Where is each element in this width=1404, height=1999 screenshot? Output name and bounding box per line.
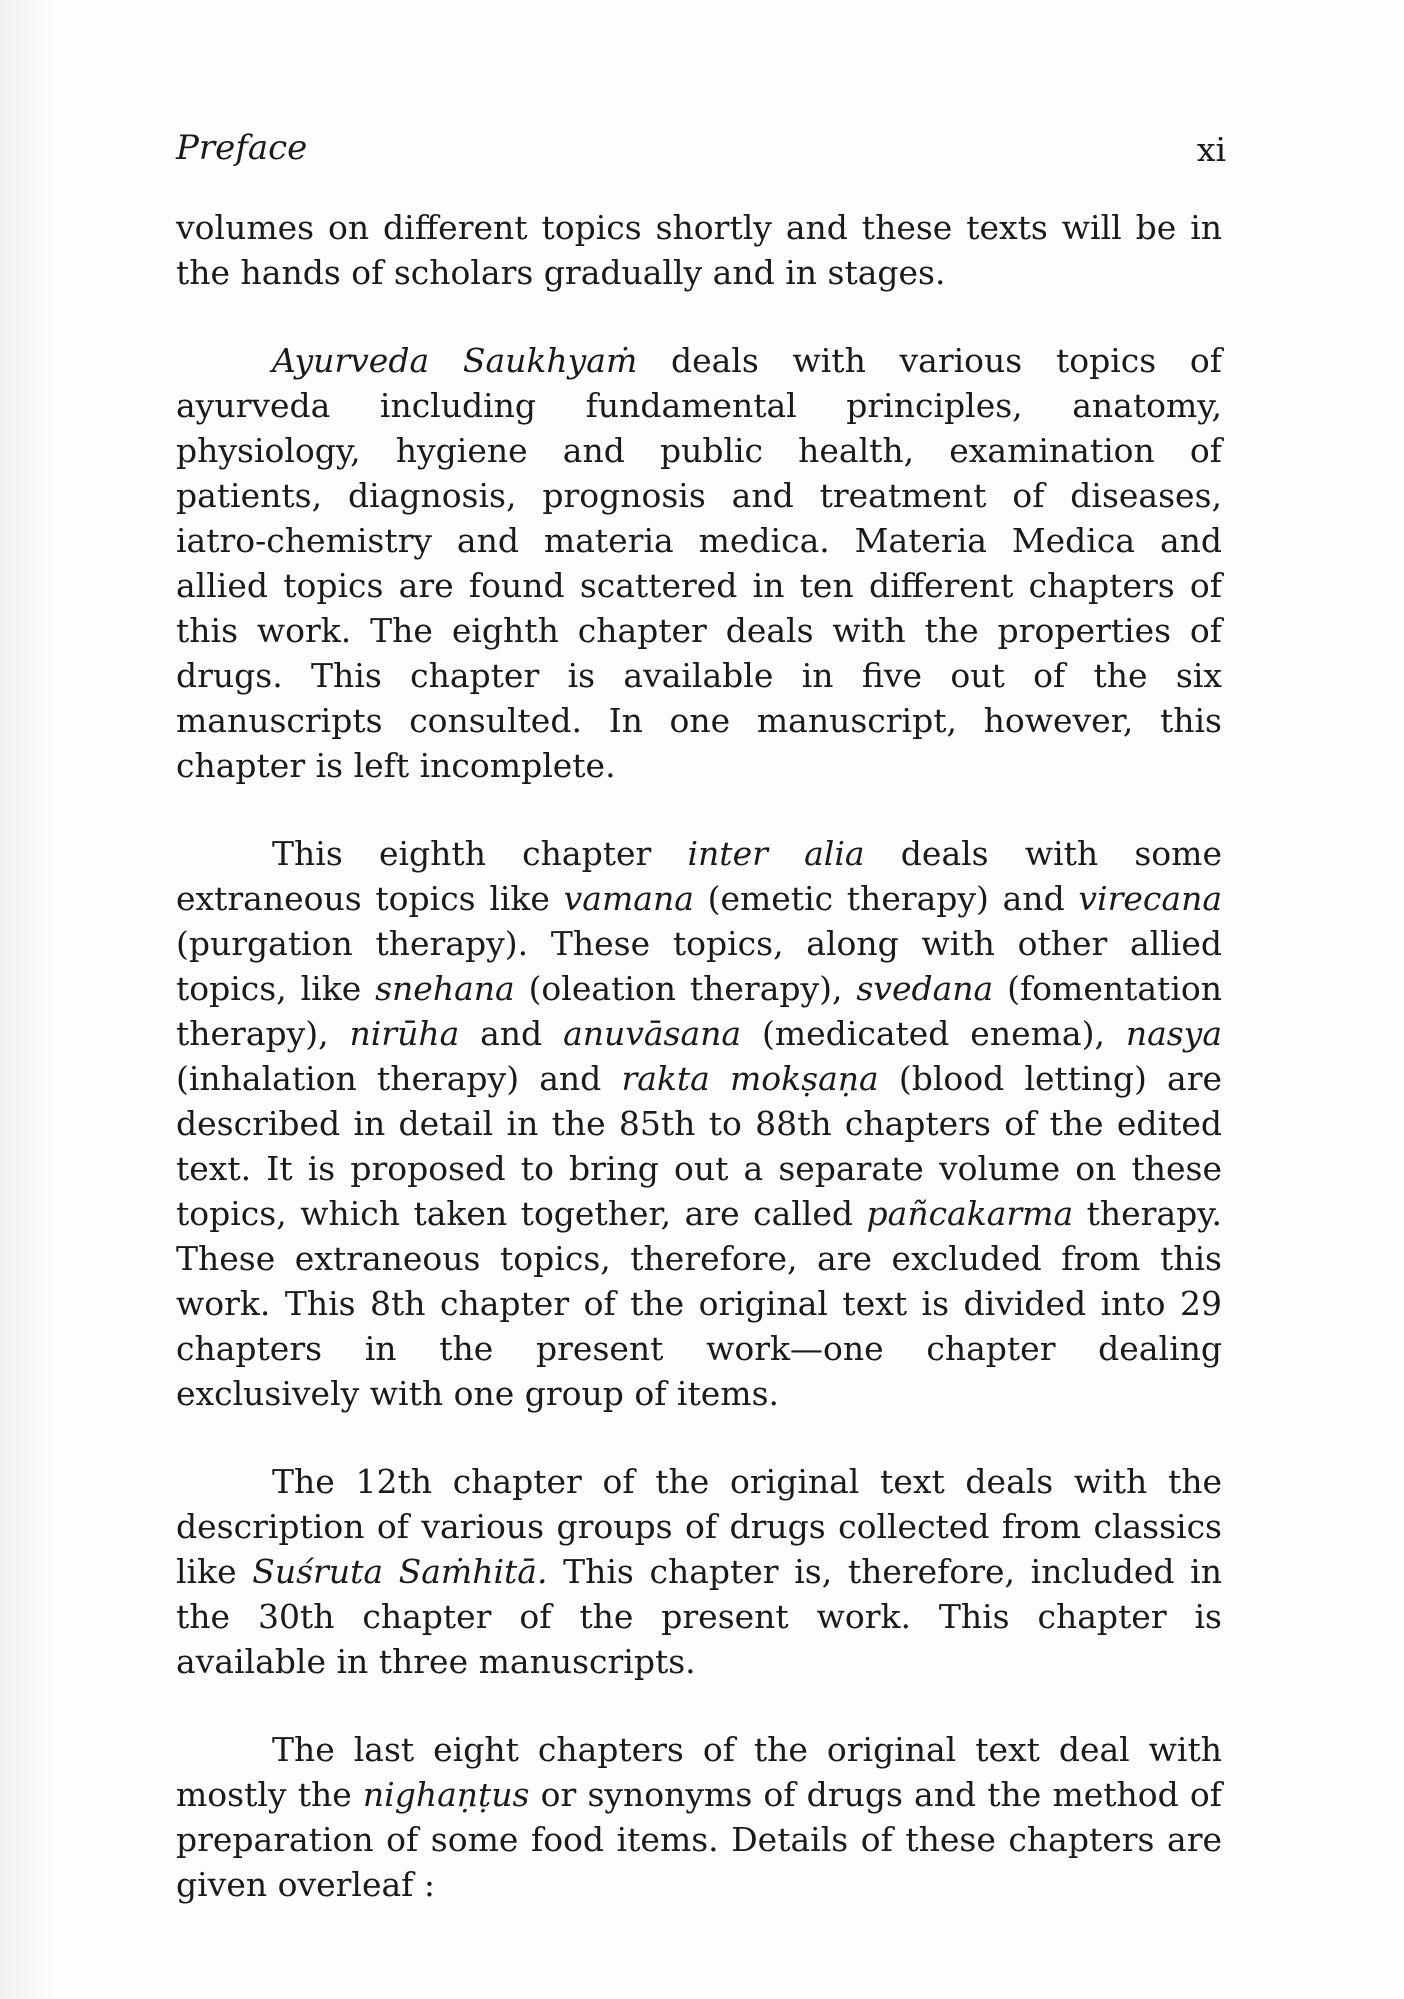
italic-term: Ayurveda Saukhyaṁ xyxy=(272,341,638,380)
text-run: The last eight chapters of the original text deal with mostly the xyxy=(176,1730,1222,1814)
text-run: and xyxy=(459,1014,564,1053)
italic-term: nasya xyxy=(1125,1014,1222,1053)
text-run: (fomentation therapy), xyxy=(176,969,1222,1053)
text-run: (emetic therapy) and xyxy=(693,879,1079,918)
running-title: Preface xyxy=(176,128,308,168)
italic-term: anuvāsana xyxy=(563,1014,742,1053)
page-number: xi xyxy=(1196,130,1226,169)
body-text xyxy=(176,205,1222,1950)
text-run: (medicated enema), xyxy=(741,1014,1126,1053)
italic-term: nirūha xyxy=(349,1014,460,1053)
text-run: The 12th chapter of the original text deals with the description of various groups of drugs collected from classics like xyxy=(176,1462,1222,1591)
text-run: therapy. These extraneous topics, therefore, are excluded from this work. This 8th chapter of the original text is divided into 29 chapters in the present work—one chapter dealing exclusively with one group of items. xyxy=(176,1194,1222,1413)
text-run: This chapter is, therefore, included in the 30th chapter of the present work. This chapter is available in three manuscripts. xyxy=(176,1552,1222,1681)
scan-shadow-edge xyxy=(0,0,56,1999)
text-run: (blood letting) are described in detail in the 85th to 88th chapters of the edited text. It is proposed to bring out a separate volume on these topics, which taken together, are called xyxy=(176,1059,1222,1233)
paragraph xyxy=(176,205,1222,295)
italic-term: Suśruta Saṁhitā. xyxy=(252,1552,548,1591)
text-run: (inhalation therapy) and xyxy=(176,1059,622,1098)
italic-term: rakta mokṣaṇa xyxy=(621,1059,879,1098)
text-run: or synonyms of drugs and the method of preparation of some food items. Details of these chapters are given overleaf : xyxy=(176,1775,1223,1904)
paragraph xyxy=(176,831,1222,1416)
paragraph xyxy=(176,338,1222,788)
paragraph xyxy=(176,1727,1222,1907)
italic-term: pañcakarma xyxy=(866,1194,1074,1233)
italic-term: vamana xyxy=(563,879,694,918)
italic-term: snehana xyxy=(375,969,515,1008)
italic-term: svedana xyxy=(856,969,994,1008)
italic-term: virecana xyxy=(1078,879,1222,918)
text-run: This eighth chapter xyxy=(272,834,688,873)
text-run: (purgation therapy). These topics, along with other allied topics, like xyxy=(176,924,1222,1008)
running-header xyxy=(176,128,1226,178)
paragraph xyxy=(176,1459,1222,1684)
italic-term: inter alia xyxy=(687,834,865,873)
text-run: deals with some extraneous topics like xyxy=(176,834,1222,918)
text-run: (oleation therapy), xyxy=(514,969,857,1008)
italic-term: nighaṇṭus xyxy=(362,1775,530,1814)
text-run: deals with various topics of ayurveda including fundamental principles, anatomy, physiology, hygiene and public health, examination of patients, diagnosis, prognosis and treatment of diseases, iatro-chemistry and materia medica. Materia Medica and allied topics are found scattered in ten different chapters of this work. The eighth chapter deals with the properties of drugs. This chapter is available in five out of the six manuscripts consulted. In one manuscript, however, this chapter is left incomplete. xyxy=(176,341,1222,785)
text-run: volumes on different topics shortly and these texts will be in the hands of scholars gradually and in stages. xyxy=(176,208,1222,292)
